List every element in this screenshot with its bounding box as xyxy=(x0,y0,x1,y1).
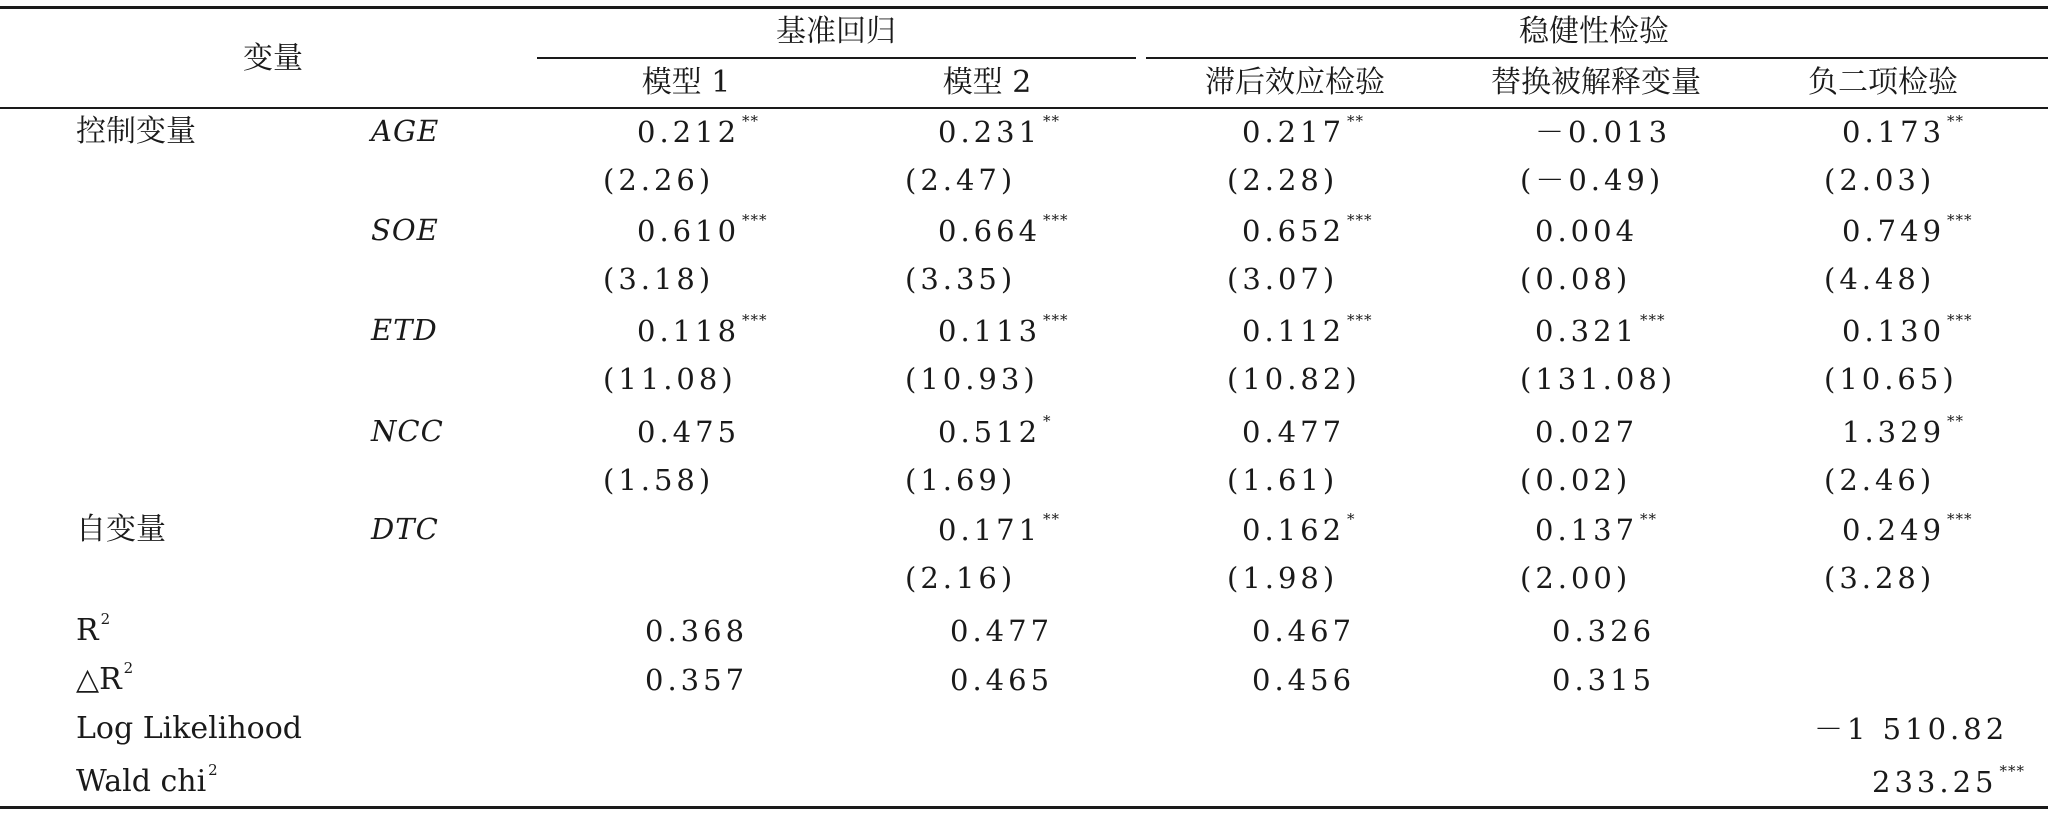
stat-r2-col2: 0.477 xyxy=(950,614,1054,648)
tstat-age-col3: (2.28) xyxy=(1227,163,1339,197)
tstat-soe-col3: (3.07) xyxy=(1227,262,1339,296)
variable-ncc: NCC xyxy=(371,414,444,448)
coef-soe-col5 xyxy=(1842,211,1973,248)
coef-dtc-col4 xyxy=(1535,510,1658,547)
significance-stars: ** xyxy=(1043,112,1061,130)
tstat-etd-col2: (10.93) xyxy=(905,362,1039,396)
coef-ncc-col3 xyxy=(1242,415,1346,449)
section-controls: 控制变量 xyxy=(76,114,196,149)
tstat-etd-col5: (10.65) xyxy=(1824,362,1958,396)
coef-value: 0.171 xyxy=(938,513,1042,547)
coef-value: －0.013 xyxy=(1535,115,1672,149)
coef-ncc-col2 xyxy=(938,412,1052,449)
coef-age-col4 xyxy=(1535,115,1672,149)
tstat-age-col5: (2.03) xyxy=(1824,163,1936,197)
coef-value: 0.664 xyxy=(938,214,1042,248)
tstat-age-col4: (－0.49) xyxy=(1520,163,1665,197)
group-rule-robust xyxy=(1146,57,2048,59)
bottom-rule xyxy=(0,806,2048,809)
coef-dtc-col2 xyxy=(938,510,1061,547)
header-variable: 变量 xyxy=(243,41,303,76)
tstat-dtc-col3: (1.98) xyxy=(1227,561,1339,595)
coef-ncc-col1 xyxy=(637,415,741,449)
coef-value: 0.212 xyxy=(637,115,741,149)
coef-value: 0.475 xyxy=(637,415,741,449)
header-col-model2: 模型 2 xyxy=(942,65,1032,100)
coef-soe-col1 xyxy=(637,211,768,248)
stat-label-wald: Wald chi $^2$ xyxy=(76,761,219,799)
significance-stars: *** xyxy=(1043,311,1069,329)
coef-value: 0.231 xyxy=(938,115,1042,149)
variable-dtc: DTC xyxy=(371,512,439,546)
tstat-soe-col4: (0.08) xyxy=(1520,262,1632,296)
coef-value: 0.217 xyxy=(1242,115,1346,149)
coef-etd-col3 xyxy=(1242,311,1373,348)
coef-soe-col3 xyxy=(1242,211,1373,248)
stat-wald-value: 233.25 *** xyxy=(1872,762,2025,799)
tstat-etd-col4: (131.08) xyxy=(1520,362,1677,396)
stat-r2-col3: 0.467 xyxy=(1252,614,1356,648)
significance-stars: *** xyxy=(1947,211,1973,229)
coef-value: 0.137 xyxy=(1535,513,1639,547)
stat-r2-col4: 0.326 xyxy=(1552,614,1656,648)
significance-stars: *** xyxy=(742,211,768,229)
stat-dr2-col1: 0.357 xyxy=(645,663,749,697)
coef-value: 0.321 xyxy=(1535,314,1639,348)
header-col-replace: 替换被解释变量 xyxy=(1491,65,1701,100)
stat-loglik-value: －1 510.82 xyxy=(1814,712,2009,746)
tstat-dtc-col2: (2.16) xyxy=(905,561,1017,595)
tstat-age-col1: (2.26) xyxy=(603,163,715,197)
header-col-negbin: 负二项检验 xyxy=(1808,65,1958,100)
significance-stars: *** xyxy=(742,311,768,329)
tstat-age-col2: (2.47) xyxy=(905,163,1017,197)
coef-etd-col2 xyxy=(938,311,1069,348)
coef-value: 0.113 xyxy=(938,314,1042,348)
variable-age: AGE xyxy=(371,114,440,148)
tstat-soe-col2: (3.35) xyxy=(905,262,1017,296)
coef-value: 0.477 xyxy=(1242,415,1346,449)
header-col-model1: 模型 1 xyxy=(641,65,731,100)
coef-dtc-col5 xyxy=(1842,510,1973,547)
tstat-etd-col3: (10.82) xyxy=(1227,362,1361,396)
coef-age-col2 xyxy=(938,112,1061,149)
significance-stars: ** xyxy=(1947,112,1965,130)
coef-value: 0.004 xyxy=(1535,214,1639,248)
stat-dr2-col2: 0.465 xyxy=(950,663,1054,697)
significance-stars: *** xyxy=(1043,211,1069,229)
coef-value: 0.652 xyxy=(1242,214,1346,248)
coef-age-col5 xyxy=(1842,112,1965,149)
significance-stars: ** xyxy=(742,112,760,130)
header-col-lag: 滞后效应检验 xyxy=(1205,65,1385,100)
top-rule xyxy=(0,6,2048,9)
coef-soe-col2 xyxy=(938,211,1069,248)
significance-stars: *** xyxy=(1640,311,1666,329)
variable-soe: SOE xyxy=(371,213,439,247)
coef-age-col1 xyxy=(637,112,760,149)
coef-value: 0.173 xyxy=(1842,115,1946,149)
significance-stars: ** xyxy=(1640,510,1658,528)
stat-dr2-col4: 0.315 xyxy=(1552,663,1656,697)
tstat-soe-col1: (3.18) xyxy=(603,262,715,296)
tstat-ncc-col4: (0.02) xyxy=(1520,463,1632,497)
coef-value: 0.130 xyxy=(1842,314,1946,348)
stat-r2-col1: 0.368 xyxy=(645,614,749,648)
coef-value: 1.329 xyxy=(1842,415,1946,449)
variable-etd: ETD xyxy=(371,313,438,347)
coef-etd-col5 xyxy=(1842,311,1973,348)
section-independent: 自变量 xyxy=(76,512,166,547)
significance-stars: *** xyxy=(1347,211,1373,229)
header-group-baseline: 基准回归 xyxy=(776,14,896,49)
stat-label-delta-r2: △R $^2$ xyxy=(76,659,135,697)
stat-label-r2: R $^2$ xyxy=(76,610,112,648)
tstat-dtc-col4: (2.00) xyxy=(1520,561,1632,595)
coef-value: 0.118 xyxy=(637,314,741,348)
significance-stars: * xyxy=(1347,510,1356,528)
significance-stars: *** xyxy=(1947,311,1973,329)
coef-value: 0.610 xyxy=(637,214,741,248)
coef-dtc-col3 xyxy=(1242,510,1356,547)
coef-value: 0.249 xyxy=(1842,513,1946,547)
tstat-ncc-col5: (2.46) xyxy=(1824,463,1936,497)
tstat-ncc-col3: (1.61) xyxy=(1227,463,1339,497)
significance-stars: * xyxy=(1043,412,1052,430)
tstat-dtc-col5: (3.28) xyxy=(1824,561,1936,595)
significance-stars: ** xyxy=(1947,412,1965,430)
coef-etd-col4 xyxy=(1535,311,1666,348)
coef-age-col3 xyxy=(1242,112,1365,149)
tstat-etd-col1: (11.08) xyxy=(603,362,737,396)
header-rule xyxy=(0,107,2048,109)
stat-dr2-col3: 0.456 xyxy=(1252,663,1356,697)
coef-ncc-col5 xyxy=(1842,412,1965,449)
header-group-robust: 稳健性检验 xyxy=(1519,14,1669,49)
tstat-ncc-col1: (1.58) xyxy=(603,463,715,497)
coef-value: 0.749 xyxy=(1842,214,1946,248)
significance-stars: *** xyxy=(1947,510,1973,528)
coef-soe-col4 xyxy=(1535,214,1639,248)
coef-ncc-col4 xyxy=(1535,415,1639,449)
coef-value: 0.162 xyxy=(1242,513,1346,547)
coef-value: 0.112 xyxy=(1242,314,1346,348)
group-rule-baseline xyxy=(537,57,1136,59)
significance-stars: *** xyxy=(1347,311,1373,329)
tstat-ncc-col2: (1.69) xyxy=(905,463,1017,497)
coef-value: 0.512 xyxy=(938,415,1042,449)
significance-stars: ** xyxy=(1347,112,1365,130)
coef-etd-col1 xyxy=(637,311,768,348)
significance-stars: ** xyxy=(1043,510,1061,528)
tstat-soe-col5: (4.48) xyxy=(1824,262,1936,296)
stat-label-loglik: Log Likelihood xyxy=(76,711,303,746)
coef-value: 0.027 xyxy=(1535,415,1639,449)
